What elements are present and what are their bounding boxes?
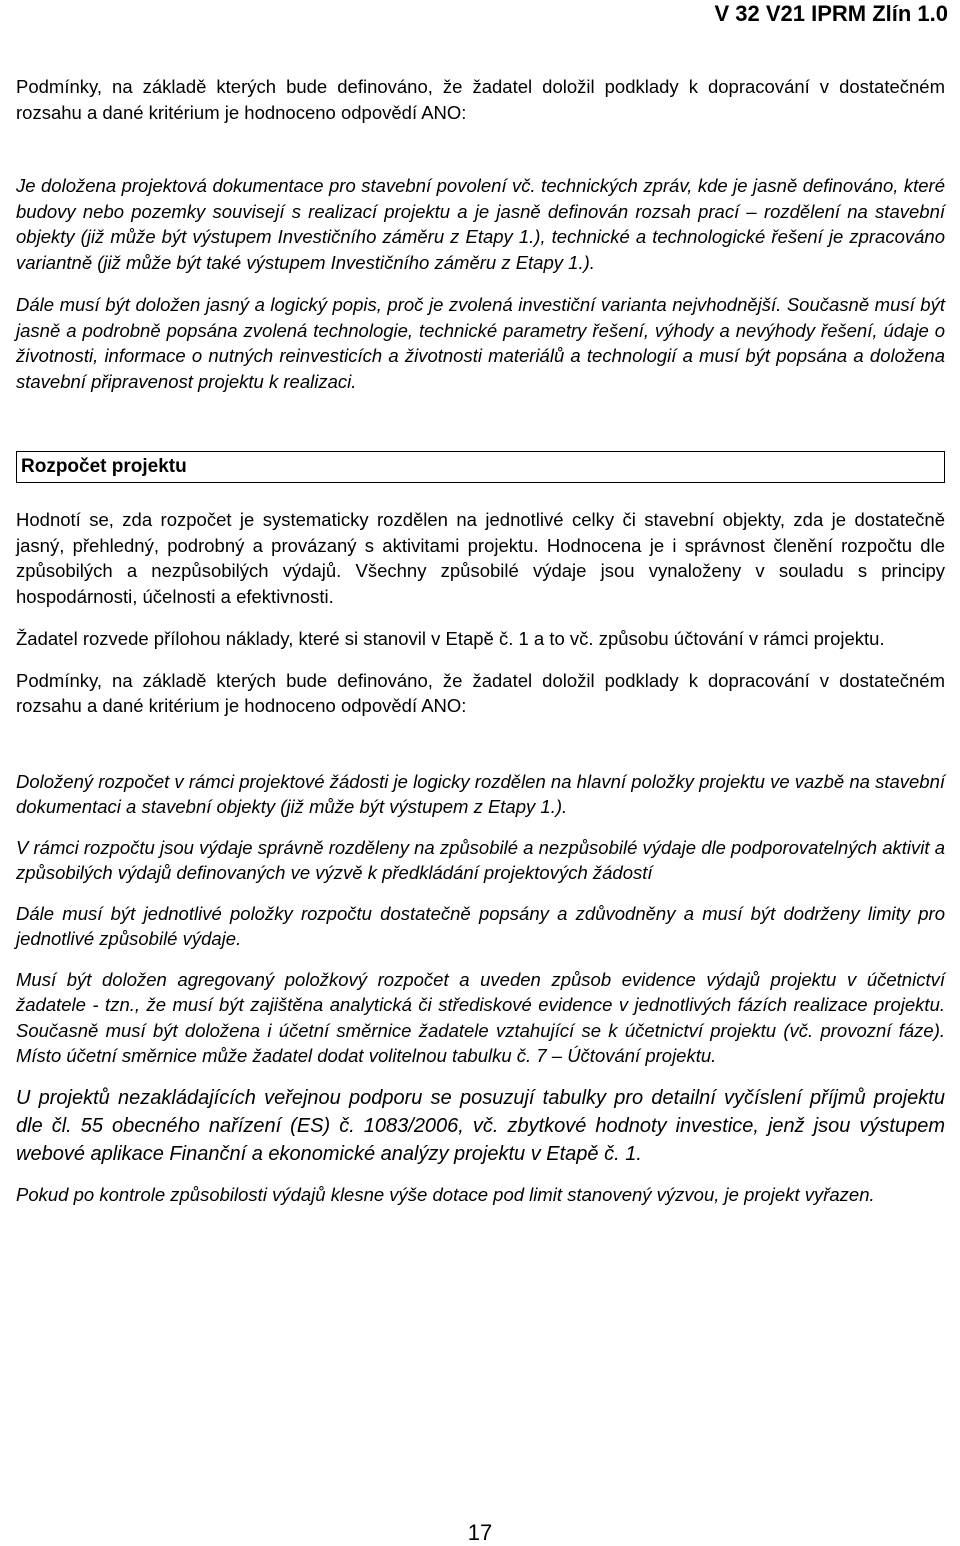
- section-intro-paragraph: Žadatel rozvede přílohou náklady, které si stanovil v Etapě č. 1 a to vč. způsobu účtování v rámci projektu.: [16, 628, 885, 649]
- criteria-paragraph: Dále musí být doložen jasný a logický popis, proč je zvolená investiční varianta nejvhodnější. Současně musí být jasně a podrobně popsána zvolená technologie, technické parametry řešení, výhody a nevýhody řešení, údaje o životnosti, informace o nutných reinvesticích a životnosti materiálů a technologií a musí být popsána a doložena stavební připravenost projektu k realizaci.: [16, 294, 945, 392]
- criteria-paragraph: Je doložena projektová dokumentace pro stavební povolení vč. technických zpráv, kde je jasně definováno, které budovy nebo pozemky souvisejí s realizací projektu a je jasně definován rozsah prací – rozdělení na stavební objekty (již může být výstupem Investičního záměru z Etapy 1.), technické a technologické řešení je zpracováno variantně (již může být také výstupem Investičního záměru z Etapy 1.).: [16, 175, 945, 273]
- criteria-paragraph: V rámci rozpočtu jsou výdaje správně rozděleny na způsobilé a nezpůsobilé výdaje dle podporovatelných aktivit a způsobilých výdajů definovaných ve výzvě k předkládání projektových žádostí: [16, 836, 945, 883]
- criteria-paragraph: Dále musí být jednotlivé položky rozpočtu dostatečně popsány a zdůvodněny a musí být dodrženy limity pro jednotlivé způsobilé výdaje.: [16, 902, 945, 949]
- conditions-intro-paragraph: Podmínky, na základě kterých bude definováno, že žadatel doložil podklady k dopracování v dostatečném rozsahu a dané kritérium je hodnoceno odpovědí ANO:: [16, 76, 945, 123]
- page-number: 17: [467, 1520, 493, 1545]
- document-header-code: V 32 V21 IPRM Zlín 1.0: [714, 1, 948, 26]
- section-intro-paragraph: Hodnotí se, zda rozpočet je systematicky rozdělen na jednotlivé celky či stavební objekty, zda je dostatečně jasný, přehledný, podrobný a provázaný s aktivitami projektu. Hodnocena je i správnost členění rozpočtu dle způsobilých a nezpůsobilých výdajů. Všechny způsobilé výdaje jsou vynaloženy v souladu s principy hospodárnosti, účelnosti a efektivnosti.: [16, 509, 945, 607]
- criteria-paragraph: Musí být doložen agregovaný položkový rozpočet a uveden způsob evidence výdajů projektu v účetnictví žadatele - tzn., že musí být zajištěna analytická či střediskové evidence v jednotlivých fázích realizace projektu. Současně musí být doložena i účetní směrnice žadatele vztahující se k účetnictví projektu (vč. provozní fáze). Místo účetní směrnice může žadatel dodat volitelnou tabulku č. 7 – Účtování projektu.: [16, 968, 945, 1066]
- page-content: [16, 74, 945, 1207]
- section-heading: Rozpočet projektu: [16, 451, 945, 483]
- criteria-paragraph: Doložený rozpočet v rámci projektové žádosti je logicky rozdělen na hlavní položky projektu ve vazbě na stavební dokumentaci a stavební objekty (již může být výstupem z Etapy 1.).: [16, 770, 945, 817]
- criteria-paragraph: U projektů nezakládajících veřejnou podporu se posuzují tabulky pro detailní vyčíslení příjmů projektu dle čl. 55 obecného nařízení (ES) č. 1083/2006, vč. zbytkové hodnoty investice, jenž jsou výstupem webové aplikace Finanční a ekonomické analýzy projektu v Etapě č. 1.: [16, 1086, 945, 1165]
- criteria-paragraph: Pokud po kontrole způsobilosti výdajů klesne výše dotace pod limit stanovený výzvou, je projekt vyřazen.: [16, 1183, 875, 1205]
- conditions-intro-paragraph: Podmínky, na základě kterých bude definováno, že žadatel doložil podklady k dopracování v dostatečném rozsahu a dané kritérium je hodnoceno odpovědí ANO:: [16, 669, 945, 716]
